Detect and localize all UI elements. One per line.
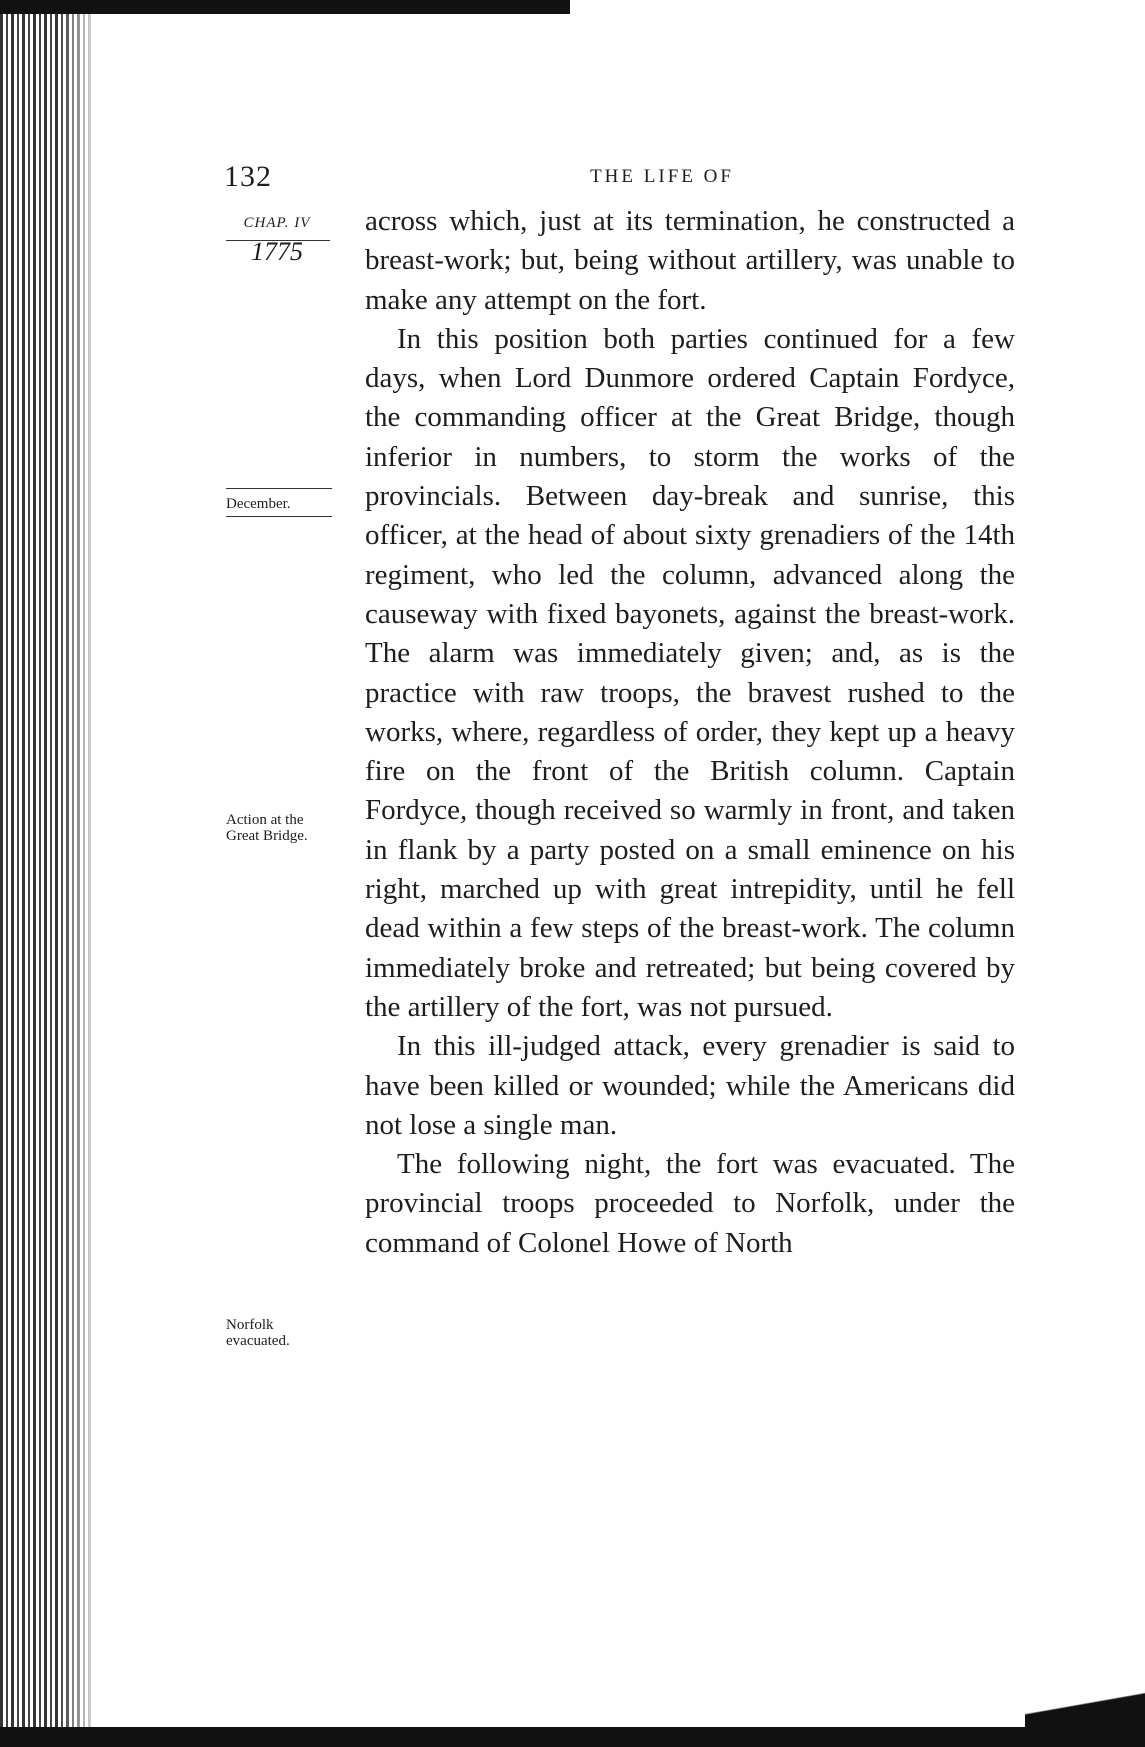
sidenote-norfolk: Norfolk evacuated.	[226, 1317, 290, 1349]
chapter-label: CHAP. IV	[243, 215, 311, 231]
scan-top-edge	[0, 0, 570, 14]
margin-rule	[226, 488, 332, 489]
running-title: THE LIFE OF	[590, 166, 734, 187]
paragraph: The following night, the fort was evacuated. The provincial troops proceeded to Norfolk, under the command of Colonel Howe of North	[365, 1148, 1015, 1259]
margin-rule	[226, 516, 332, 517]
page-number: 132	[224, 160, 272, 193]
sidenote-action: Action at the Great Bridge.	[226, 812, 308, 844]
scan-bottom-edge	[0, 1727, 1145, 1747]
month-label: December.	[226, 496, 291, 512]
paragraph: In this ill-judged attack, every grenadier is said to have been killed or wounded; while the Americans did not lose a single man.	[365, 1030, 1015, 1141]
paragraph: In this position both parties continued for a few days, when Lord Dunmore ordered Captain Fordyce, the commanding officer at the Great Bridge, though inferior in numbers, to storm the works of the provincials. Between day-break and sunrise, this officer, at the head of about sixty grenadiers of the 14th regiment, who led the column, advanced along the causeway with fixed bayonets, against the breast-work. The alarm was immediately given; and, as is the practice with raw troops, the bravest rushed to the works, where, regardless of order, they kept up a heavy fire on the front of the British column. Captain Fordyce, though received so warmly in front, and taken in flank by a party posted on a small eminence on his right, marched up with great intrepidity, until he fell dead within a few steps of the breast-work. The column immediately broke and retreated; but being covered by the artillery of the fort, was not pursued.	[365, 322, 1015, 1023]
running-head	[224, 160, 1020, 192]
binding-shadow	[60, 0, 100, 1747]
year-label: 1775	[251, 237, 303, 266]
body-text	[365, 202, 1015, 1263]
paragraph: across which, just at its termination, he constructed a breast-work; but, being without artillery, was unable to make any attempt on the fort.	[365, 205, 1015, 316]
page-curl-shadow	[1025, 1677, 1145, 1729]
